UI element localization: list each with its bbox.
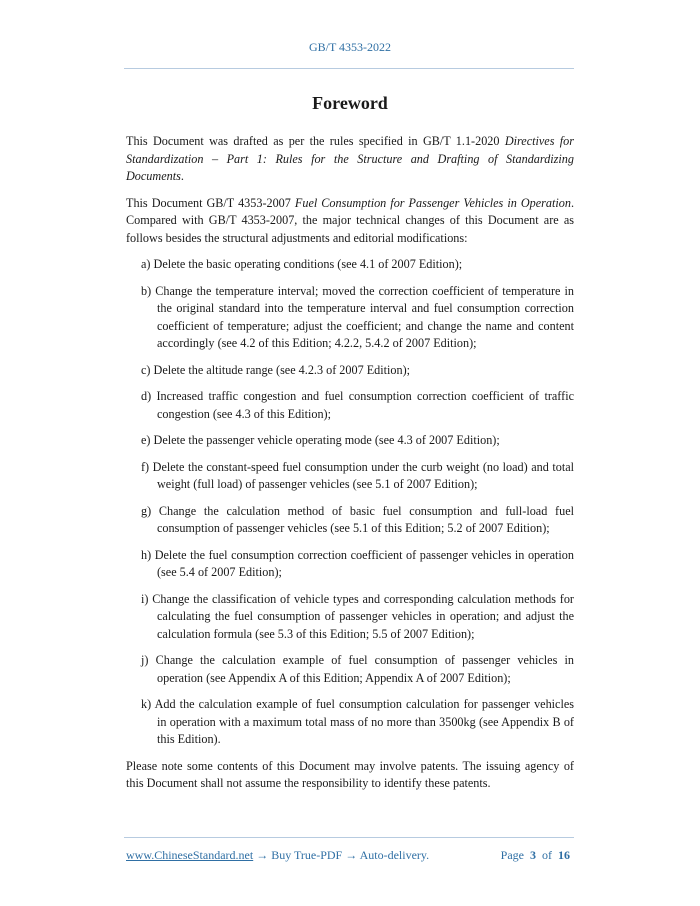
auto-delivery-text: Auto-delivery. [359, 848, 430, 862]
document-header [0, 40, 700, 55]
page-current: 3 [530, 848, 536, 862]
header-divider [124, 68, 574, 69]
page-number [501, 848, 570, 863]
list-item: k) Add the calculation example of fuel consumption calculation for passenger vehicles in operation with a maximum total mass of no more than 3500kg (see Appendix B of this Edition). [141, 697, 574, 746]
list-item: c) Delete the altitude range (see 4.2.3 of 2007 Edition); [141, 362, 411, 377]
buy-pdf-text: Buy True-PDF [271, 848, 343, 862]
footer-divider [124, 837, 574, 838]
list-item: e) Delete the passenger vehicle operating mode (see 4.3 of 2007 Edition); [141, 433, 500, 447]
list-item: g) Change the calculation method of basic fuel consumption and full-load fuel consumption of passenger vehicles (see 5.1 of this Edition; 5.2 of 2007 Edition); [141, 503, 574, 535]
list-item: b) Change the temperature interval; moved the correction coefficient of temperature in the original standard into the temperature interval and fuel consumption correction coefficient of temperature; adjust the coefficient; and change the name and content accordingly (see 4.2 of this Edition; 4.2.2, 5.4.2 of 2007 Edition); [141, 283, 574, 350]
list-item: f) Delete the constant-speed fuel consumption under the curb weight (no load) and total weight (full load) of passenger vehicles (see 5.1 of 2007 Edition); [141, 459, 574, 491]
intro-text: . [180, 169, 184, 183]
intro-text: . Compared with GB/T 4353-2007, the major technical changes of this Document are as follows besides the structural adjustments and editorial modifications: [126, 195, 574, 245]
arrow-right-icon: → [256, 848, 269, 862]
list-item: a) Delete the basic operating conditions (see 4.1 of 2007 Edition); [141, 257, 463, 271]
arrow-right-icon: → [345, 848, 358, 862]
list-item: i) Change the classification of vehicle types and corresponding calculation methods for calculating the fuel consumption of passenger vehicles in operation; and adjust the calculation formula (see 5.3 of this Edition; 5.5 of 2007 Edition); [141, 591, 574, 641]
page-title: Foreword [312, 93, 388, 113]
intro-text: This Document was drafted as per the rules specified in GB/T 1.1-2020 [126, 134, 505, 148]
intro-italic-title: Fuel Consumption for Passenger Vehicles in Operation [294, 195, 571, 210]
website-link[interactable]: www.ChineseStandard.net [126, 848, 254, 862]
intro-text: This Document GB/T 4353-2007 [126, 195, 295, 210]
of-label: of [542, 848, 552, 862]
list-item: j) Change the calculation example of fuel consumption of passenger vehicles in operation (see Appendix A of this Edition; Appendix A of 2007 Edition); [141, 653, 574, 685]
intro-paragraph-2 [126, 195, 574, 248]
standard-code: GB/T 4353-2022 [308, 40, 392, 54]
closing-paragraph: Please note some contents of this Document may involve patents. The issuing agency of this Document shall not assume the responsibility to identify these patents. [126, 758, 574, 790]
intro-paragraph-1 [126, 133, 574, 186]
document-body [126, 133, 574, 802]
intro-italic-title: Directives for Standardization – Part 1: Rules for the Structure and Drafting of Standardizing Documents [126, 134, 574, 183]
list-item: d) Increased traffic congestion and fuel consumption correction coefficient of traffic congestion (see 4.3 of this Edition); [141, 389, 574, 421]
page-total: 16 [558, 848, 570, 862]
document-footer [126, 848, 574, 863]
list-item: h) Delete the fuel consumption correction coefficient of passenger vehicles in operation (see 5.4 of 2007 Edition); [141, 547, 574, 579]
page-label: Page [500, 848, 524, 862]
